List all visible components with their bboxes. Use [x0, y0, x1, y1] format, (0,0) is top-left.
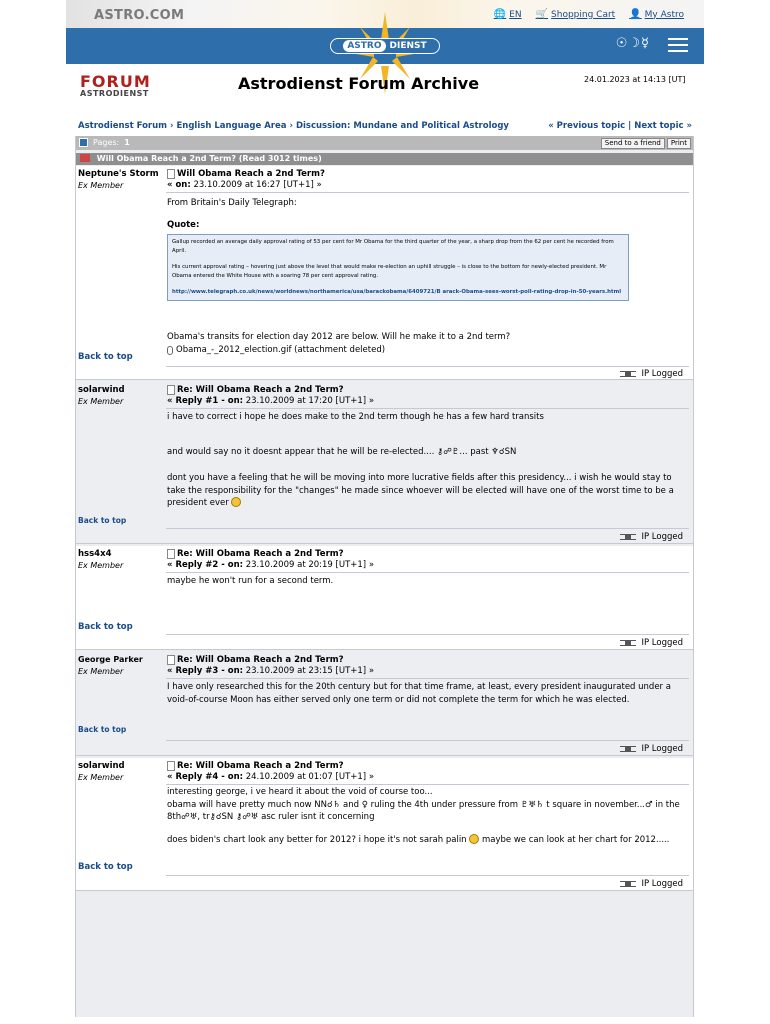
post-text-content: does biden's chart look any better for 2012? i hope it's not sarah palin [167, 834, 467, 845]
language-link[interactable] [494, 9, 522, 20]
post-meta [167, 560, 374, 570]
ip-icon [620, 746, 636, 752]
globe-icon: 🌐 [493, 9, 507, 20]
next-topic-link[interactable]: Next topic » [634, 121, 692, 131]
post-meta [167, 666, 374, 676]
shopping-cart-label: Shopping Cart [551, 9, 616, 20]
language-label: EN [509, 9, 522, 20]
ip-logged-label: IP Logged [641, 532, 683, 542]
smiley-icon [231, 497, 241, 507]
post-subject [167, 655, 344, 665]
post-meta-date: 24.10.2009 at 01:07 [UT+1] » [245, 772, 375, 782]
post-subject [167, 761, 344, 771]
post [76, 758, 693, 891]
back-to-top-link[interactable]: Back to top [78, 725, 127, 734]
ip-icon [620, 640, 636, 646]
post-author[interactable]: hss4x4 [78, 549, 112, 559]
quote-link[interactable]: http://www.telegraph.co.uk/news/worldnews/northamerica/usa/barackobama/6409721/B arack-Obama-sees-worst-poll-rating-drop-in-50-years.html [172, 288, 622, 295]
post-subject [167, 169, 325, 179]
post-subject-text[interactable]: Will Obama Reach a 2nd Term? [177, 169, 325, 179]
previous-topic-link[interactable]: « Previous topic [548, 121, 626, 131]
topic-title: Will Obama Reach a 2nd Term? (Read 3012 times) [96, 154, 322, 163]
post-text: maybe he won't run for a second term. [167, 576, 334, 586]
post-text: Obama's transits for election day 2012 are below. Will he make it to a 2nd term? [167, 331, 511, 342]
post-divider [166, 678, 689, 679]
back-to-top-link[interactable]: Back to top [78, 622, 133, 632]
cart-icon: 🛒 [535, 9, 549, 20]
forum-logo-subtitle: ASTRODIENST [80, 89, 149, 98]
post-subject-text[interactable]: Re: Will Obama Reach a 2nd Term? [177, 761, 344, 771]
post-meta-label: « Reply #4 - on: [167, 772, 244, 782]
smiley-icon [469, 834, 479, 844]
post-author-rank: Ex Member [78, 181, 124, 190]
pages-value[interactable]: 1 [124, 138, 130, 147]
ip-logged-label: IP Logged [641, 369, 683, 379]
ip-logged [620, 879, 683, 889]
post-body [167, 411, 685, 510]
breadcrumb-separator: › [170, 121, 174, 131]
post [76, 652, 693, 756]
post-meta-label: « Reply #3 - on: [167, 666, 244, 676]
post-divider [166, 528, 689, 529]
site-banner [66, 28, 704, 64]
breadcrumb-item-english[interactable]: English Language Area [176, 121, 287, 131]
post-author-rank: Ex Member [78, 773, 124, 782]
ip-icon [620, 534, 636, 540]
post-meta-date: 23.10.2009 at 20:19 [UT+1] » [245, 560, 375, 570]
logo-astro-text: ASTRO [343, 40, 385, 52]
breadcrumb-item-mundane[interactable]: Discussion: Mundane and Political Astrology [295, 121, 509, 131]
post-meta-date: 23.10.2009 at 23:15 [UT+1] » [245, 666, 375, 676]
post-divider [166, 408, 689, 409]
ip-logged [620, 638, 683, 648]
post-body [167, 197, 685, 357]
quote-text: His current approval rating – hovering just above the level that would make re-election an uphill struggle – is close to the bottom for newly-elected president. Mr Obama entered the White House with a soaring 78 per cent approval rating. [172, 263, 607, 279]
post-author-rank: Ex Member [78, 667, 124, 676]
hamburger-menu-icon[interactable] [668, 38, 688, 56]
post-body [167, 681, 685, 706]
page-title: Astrodienst Forum Archive [238, 74, 480, 93]
paperclip-icon [167, 346, 173, 355]
ip-logged [620, 369, 683, 379]
ip-logged-label: IP Logged [641, 879, 683, 889]
post-divider [166, 740, 689, 741]
back-to-top-link[interactable]: Back to top [78, 352, 133, 362]
post [76, 382, 693, 544]
post-divider [166, 634, 689, 635]
user-icon: 👤 [629, 9, 642, 20]
my-astro-link[interactable] [629, 9, 684, 20]
topic-buttons [601, 138, 691, 149]
top-links [494, 9, 684, 20]
ip-logged-label: IP Logged [641, 744, 683, 754]
post-text-content: maybe we can look at her chart for 2012..... [481, 834, 670, 845]
back-to-top-link[interactable]: Back to top [78, 516, 127, 525]
planet-glyphs-icon[interactable]: ☉☽☿ [615, 36, 650, 51]
post-author[interactable]: solarwind [78, 385, 125, 395]
post-text: obama will have pretty much now NN☌♄ and ♀ ruling the 4th under pressure from ♇♅♄ t square in november...♂ in the 8th☍♅, tr⚷☌SN ⚷☍♅ asc ruler isnt it concerning [167, 799, 680, 822]
post-subject [167, 549, 344, 559]
post-meta [167, 180, 322, 190]
document-icon [167, 169, 175, 179]
logo-dienst-text: DIENST [389, 41, 427, 51]
post-body [167, 575, 685, 588]
post-author[interactable]: Neptune's Storm [78, 169, 159, 179]
forum-logo[interactable] [80, 72, 151, 98]
shopping-cart-link[interactable] [536, 9, 616, 20]
quote-header: Quote: [167, 219, 200, 230]
ip-logged-label: IP Logged [641, 638, 683, 648]
breadcrumb-item-forum[interactable]: Astrodienst Forum [78, 121, 168, 131]
attachment-name: Obama_-_2012_election.gif (attachment deleted) [176, 345, 386, 355]
post-subject [167, 385, 344, 395]
post-meta-label: « Reply #1 - on: [167, 396, 244, 406]
post-text-content: dont you have a feeling that he will be moving into more lucrative fields after this presidency... i wish he would stay to take the responsibility for the "changes" he made since whoever will be elected will have one of the worst time to be a president ever [167, 473, 674, 508]
ip-icon [620, 371, 636, 377]
post-subject-text[interactable]: Re: Will Obama Reach a 2nd Term? [177, 385, 344, 395]
topic-title-bar [76, 153, 693, 165]
site-brand[interactable]: ASTRO.COM [94, 8, 185, 23]
forum-logo-title: FORUM [80, 72, 151, 91]
post-meta [167, 396, 374, 406]
post-text: i have to correct i hope he does make to the 2nd term though he has a few hard transits [167, 412, 544, 422]
topic-toolbar [76, 136, 693, 150]
post-author-rank: Ex Member [78, 561, 124, 570]
post [76, 166, 693, 380]
quote-text: Gallup recorded an average daily approval rating of 53 per cent for Mr Obama for the third quarter of the year, a sharp drop from the 62 per cent he recorded from April. [172, 238, 614, 254]
post-subject-text[interactable]: Re: Will Obama Reach a 2nd Term? [177, 655, 344, 665]
post-divider [166, 875, 689, 876]
post-meta-label: « Reply #2 - on: [167, 560, 244, 570]
quote-box [167, 234, 629, 301]
post-meta [167, 772, 374, 782]
post-text: interesting george, i ve heard it about the void of course too... [167, 787, 433, 797]
post-text: I have only researched this for the 20th century but for that time frame, at least, every president inaugurated under a void-of-course Moon has either served only one term or did not complete the term for which he was elected. [167, 682, 671, 705]
post-text [167, 472, 685, 510]
topic-icon [80, 154, 90, 162]
current-datetime: 24.01.2023 at 14:13 [UT] [584, 75, 686, 84]
post-meta-date: 23.10.2009 at 16:27 [UT+1] » [193, 180, 322, 190]
breadcrumb-separator: › [289, 121, 293, 131]
breadcrumb [78, 121, 692, 131]
post-divider [166, 192, 689, 193]
send-to-friend-button[interactable]: Send to a friend [601, 138, 665, 149]
document-icon [167, 655, 175, 665]
post-body [167, 786, 685, 846]
back-to-top-link[interactable]: Back to top [78, 862, 133, 872]
post-author[interactable]: solarwind [78, 761, 125, 771]
post-subject-text[interactable]: Re: Will Obama Reach a 2nd Term? [177, 549, 344, 559]
post-meta-label: « on: [167, 180, 191, 190]
ip-logged [620, 532, 683, 542]
topic-navigation [548, 121, 692, 131]
ip-logged [620, 744, 683, 754]
post [76, 546, 693, 650]
post-meta-date: 23.10.2009 at 17:20 [UT+1] » [245, 396, 375, 406]
document-icon [167, 385, 175, 395]
post-text: From Britain's Daily Telegraph: [167, 198, 297, 208]
my-astro-label: My Astro [644, 9, 684, 20]
post-text: and would say no it doesnt appear that he will be re-elected.... ⚷☍♇... past ♆☌SN [167, 446, 517, 457]
topic-table [75, 136, 694, 1017]
document-icon [167, 549, 175, 559]
post-text [167, 834, 685, 847]
print-button[interactable]: Print [667, 138, 691, 149]
pages-indicator [79, 138, 130, 147]
post-author-rank: Ex Member [78, 397, 124, 406]
post-divider [166, 572, 689, 573]
astrodienst-logo[interactable] [330, 38, 440, 54]
attachment [167, 344, 685, 357]
document-icon [167, 761, 175, 771]
nav-divider: | [628, 121, 632, 131]
post-divider [166, 366, 689, 367]
pages-icon [79, 138, 88, 147]
ip-icon [620, 881, 636, 887]
post-author[interactable]: George Parker [78, 655, 143, 664]
pages-label: Pages: [93, 138, 120, 147]
post-divider [166, 784, 689, 785]
